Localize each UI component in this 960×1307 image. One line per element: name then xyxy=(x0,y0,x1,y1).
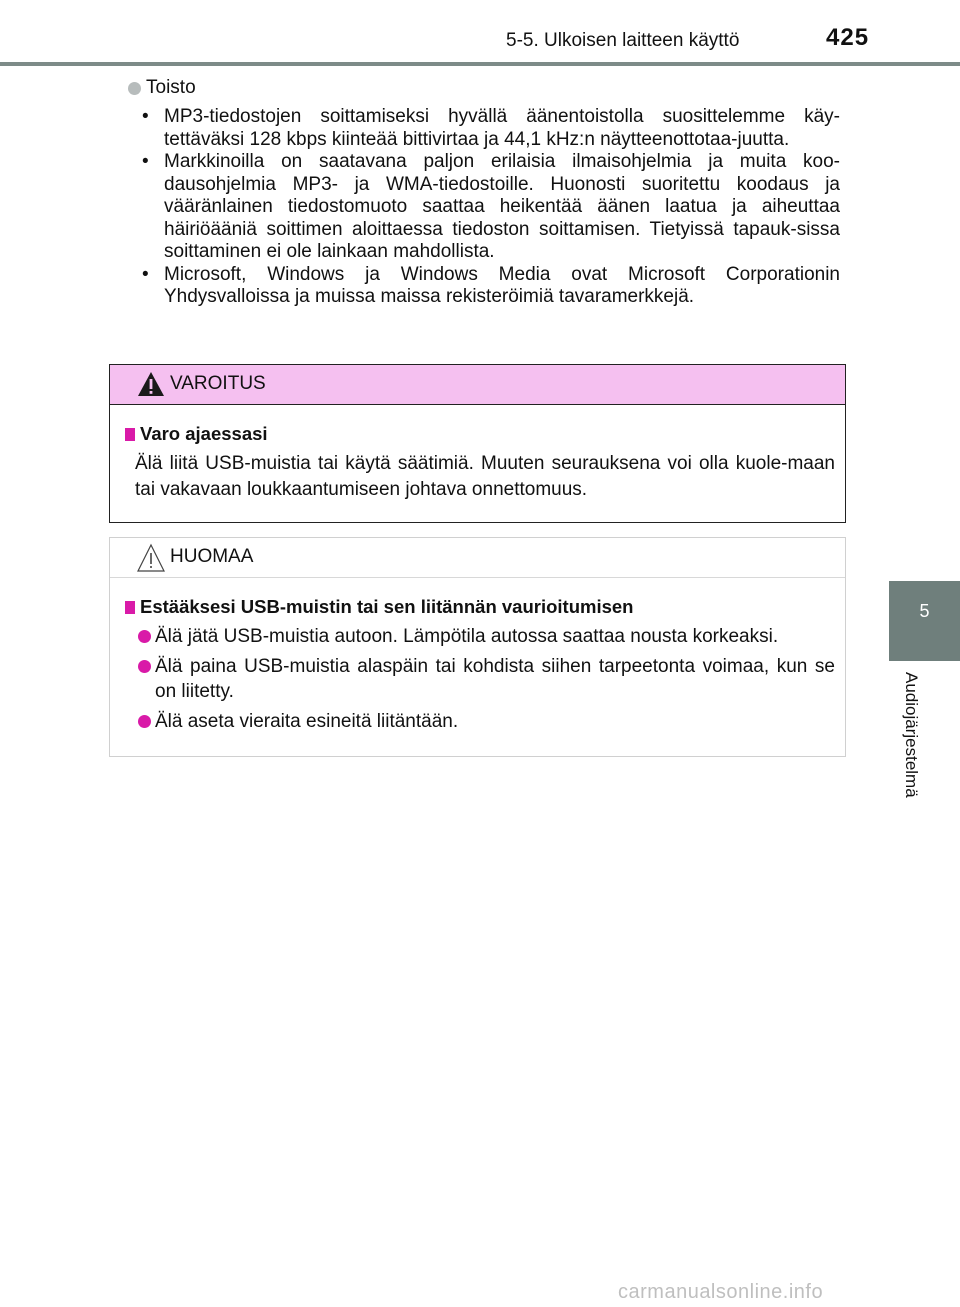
notice-label: HUOMAA xyxy=(170,546,254,567)
warning-body xyxy=(110,405,845,503)
chapter-label: Audiojärjestelmä xyxy=(902,672,921,798)
watermark: carmanualsonline.info xyxy=(618,1281,824,1303)
notice-body xyxy=(110,578,845,734)
section-header-title: 5-5. Ulkoisen laitteen käyttö xyxy=(506,30,740,51)
bullet-dot-icon xyxy=(138,715,151,728)
list-item: • Microsoft, Windows ja Windows Media ovat Microsoft Corporationin Yhdysvalloissa ja muissa maissa rekisteröimiä tavaramerkkejä. xyxy=(142,263,840,307)
list-item: Älä paina USB-muistia alaspäin tai kohdista siihen tarpeetonta voimaa, kun se on liitetty. xyxy=(125,654,835,704)
list-item: • MP3-tiedostojen soittamiseksi hyvällä äänentoistolla suosittelemme käy-tettäväksi 128 kbps kiinteää bittivirtaa ja 44,1 kHz:n näytteenottotaa-juutta. xyxy=(142,106,840,150)
bullet-icon: • xyxy=(142,106,149,127)
page-number: 425 xyxy=(826,24,870,51)
warning-box xyxy=(109,364,846,523)
warning-text: Älä liitä USB-muistia tai käytä säätimiä. Muuten seurauksena voi olla kuole-maan tai vakavaan loukkaantumiseen johtava onnettomuus. xyxy=(135,453,835,500)
warning-label: VAROITUS xyxy=(170,373,266,394)
warning-title: Varo ajaessasi xyxy=(125,422,835,446)
caution-triangle-icon xyxy=(136,543,166,573)
square-bullet-icon xyxy=(125,428,135,441)
list-item: Älä jätä USB-muistia autoon. Lämpötila autossa saattaa nousta korkeaksi. xyxy=(125,624,835,649)
bullet-dot-icon xyxy=(138,660,151,673)
list-item: Älä aseta vieraita esineitä liitäntään. xyxy=(125,709,835,734)
chapter-number: 5 xyxy=(919,601,930,621)
header-divider xyxy=(0,62,960,66)
section-list xyxy=(128,106,840,309)
main-content xyxy=(128,76,840,309)
section-heading xyxy=(128,76,840,100)
bullet-dot-icon xyxy=(138,630,151,643)
warning-triangle-icon xyxy=(136,370,166,398)
chapter-tab xyxy=(889,581,960,661)
list-item: • Markkinoilla on saatavana paljon erilaisia ilmaisohjelmia ja muita koo-dausohjelmia MP3- ja WMA-tiedostoille. Huonosti suoritettu koodaus ja vääränlainen tiedostomuoto saattaa heikentää äänen laatua ja aiheuttaa häiriöääniä soittimen aloittaessa tiedoston soittamisen. Tietyissä tapauk-sissa soittaminen ei ole lainkaan mahdollista. xyxy=(142,151,840,262)
notice-title: Estääksesi USB-muistin tai sen liitännän vaurioitumisen xyxy=(125,595,835,619)
bullet-icon: • xyxy=(142,263,149,285)
notice-header xyxy=(110,538,845,578)
warning-header xyxy=(110,365,845,405)
notice-box xyxy=(109,537,846,757)
section-heading-text: Toisto xyxy=(146,77,196,98)
bullet-dot-icon xyxy=(128,82,141,95)
square-bullet-icon xyxy=(125,601,135,614)
bullet-icon: • xyxy=(142,151,149,172)
